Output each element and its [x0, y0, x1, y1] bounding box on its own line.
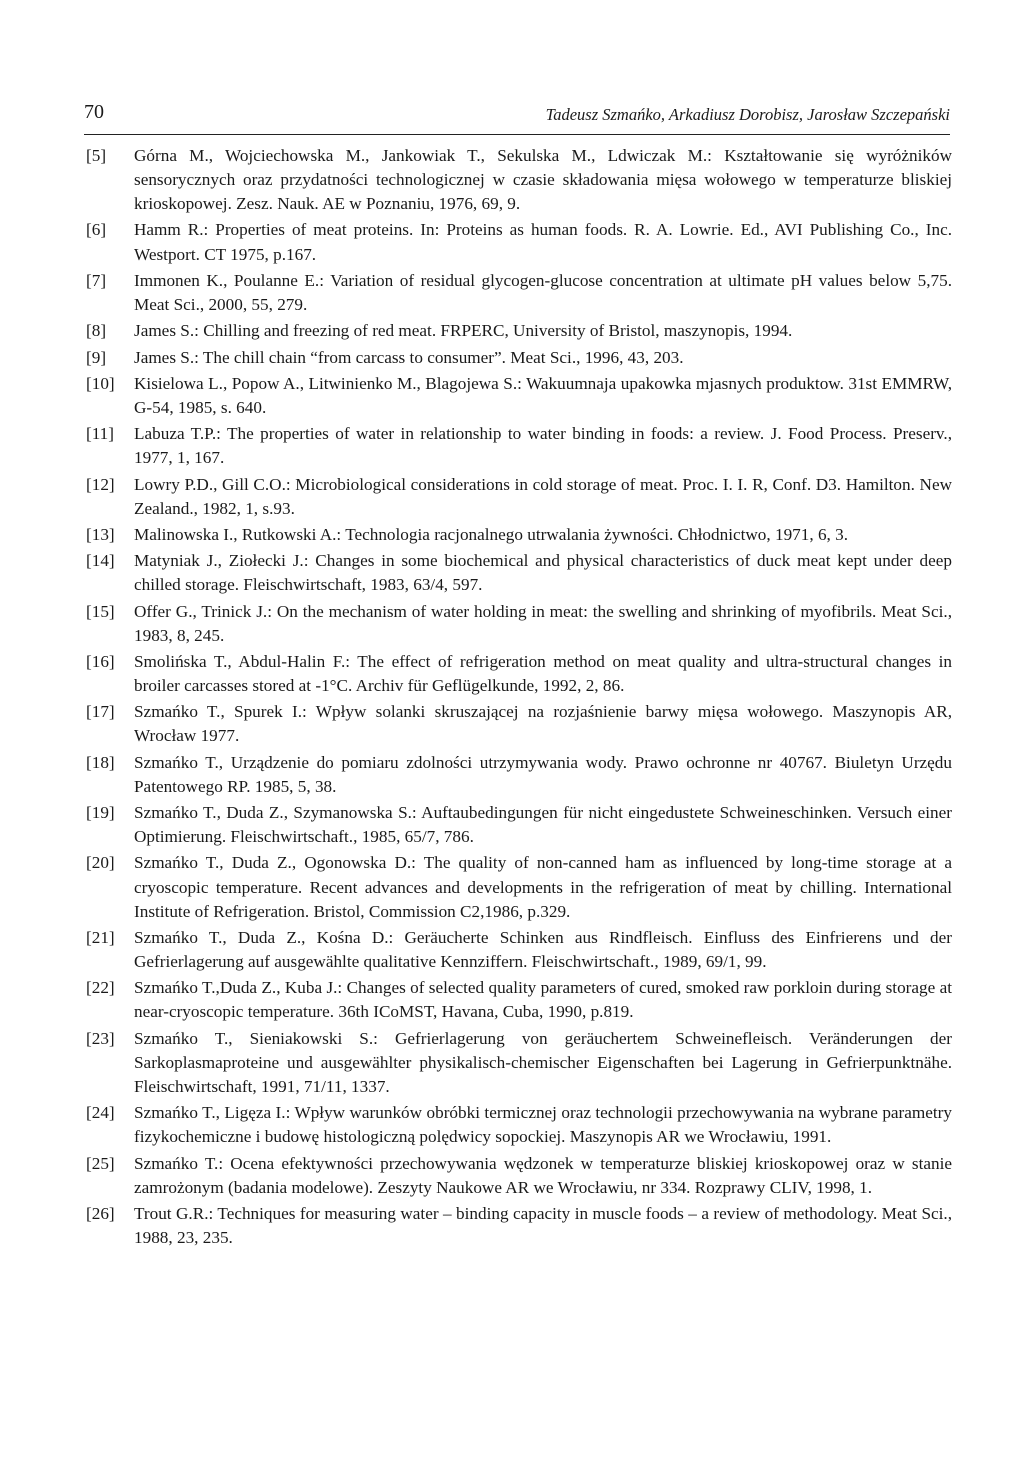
reference-text: Szmańko T., Ligęza I.: Wpływ warunków obróbki termicznej oraz technologii przechowywania na wybrane parametry fizykochemiczne i budowę histologiczną polędwicy sopockiej. Maszynopis AR we Wrocławiu, 1991. [134, 1103, 952, 1147]
reference-text: Malinowska I., Rutkowski A.: Technologia racjonalnego utrwalania żywności. Chłodnictwo, 1971, 6, 3. [134, 524, 849, 544]
reference-text: Matyniak J., Ziołecki J.: Changes in some biochemical and physical characteristics of duck meat kept under deep chilled storage. Fleischwirtschaft, 1983, 63/4, 597. [134, 551, 952, 595]
reference-text: Górna M., Wojciechowska M., Jankowiak T., Sekulska M., Ldwiczak M.: Kształtowanie się wyróżników sensorycznych oraz przydatności technologicznej w czasie składowania mięsa wołowego w temperaturze bliskiej krioskopowej. Zesz. Nauk. AE w Poznaniu, 1976, 69, 9. [134, 146, 952, 214]
reference-text: Trout G.R.: Techniques for measuring water – binding capacity in muscle foods – a review of methodology. Meat Sci., 1988, 23, 235. [134, 1203, 952, 1247]
reference-text: Szmańko T., Sieniakowski S.: Gefrierlagerung von geräuchertem Schweinefleisch. Veränderungen der Sarkoplasmaproteine und ausgewählter physikalisch-chemischer Eigenschaften bei Lagerung in Gefrierpunktnähe. Fleischwirtschaft, 1991, 71/11, 1337. [134, 1028, 952, 1096]
reference-number: [20] [86, 853, 115, 873]
reference-item [86, 976, 952, 1024]
reference-text: Szmańko T., Spurek I.: Wpływ solanki skruszającej na rozjaśnienie barwy mięsa wołowego. Maszynopis AR, Wrocław 1977. [134, 702, 952, 746]
reference-item [86, 751, 952, 799]
reference-item [86, 523, 952, 547]
reference-number: [23] [86, 1028, 115, 1048]
reference-text: James S.: Chilling and freezing of red meat. FRPERC, University of Bristol, maszynopis, 1994. [134, 321, 793, 341]
reference-text: Smolińska T., Abdul-Halin F.: The effect of refrigeration method on meat quality and ultra-structural changes in broiler carcasses stored at -1°C. Archiv für Geflügelkunde, 1992, 2, 86. [134, 651, 952, 696]
reference-item [86, 801, 952, 849]
reference-item [86, 422, 952, 470]
reference-number: [6] [86, 220, 107, 240]
reference-text: Immonen K., Poulanne E.: Variation of residual glycogen-glucose concentration at ultimate pH values below 5,75. Meat Sci., 2000, 55, 279. [134, 270, 952, 314]
reference-number: [5] [86, 146, 107, 165]
reference-list [86, 144, 952, 1252]
reference-text: Szmańko T., Duda Z., Kośna D.: Geräucherte Schinken aus Rindfleisch. Einfluss des Einfrierens und der Gefrierlagerung auf ausgewählte qualitative Kennziffern. Fleischwirtschaft., 1989, 69/1, 99. [134, 927, 952, 971]
reference-text: Offer G., Trinick J.: On the mechanism of water holding in meat: the swelling and shrinking of myofibrils. Meat Sci., 1983, 8, 245. [134, 601, 952, 645]
reference-item [86, 650, 952, 698]
reference-item [86, 926, 952, 974]
reference-number: [14] [86, 551, 115, 571]
reference-item [86, 473, 952, 521]
reference-number: [10] [86, 373, 115, 393]
reference-text: Szmańko T., Duda Z., Ogonowska D.: The quality of non-canned ham as influenced by long-time storage at a cryoscopic temperature. Recent advances and developments in the refrigeration of meat by chilling. International Institute of Refrigeration. Bristol, Commission C2,1986, p.329. [134, 853, 952, 921]
reference-number: [19] [86, 803, 115, 823]
reference-text: Szmańko T.: Ocena efektywności przechowywania wędzonek w temperaturze bliskiej krioskopowej oraz w stanie zamrożonym (badania modelowe). Zeszyty Naukowe AR we Wrocławiu, nr 334. Rozprawy CLIV, 1998, 1. [134, 1153, 952, 1197]
reference-number: [24] [86, 1103, 115, 1123]
reference-text: Szmańko T., Urządzenie do pomiaru zdolności utrzymywania wody. Prawo ochronne nr 40767. Biuletyn Urzędu Patentowego RP. 1985, 5, 38. [134, 752, 952, 796]
reference-text: Lowry P.D., Gill C.O.: Microbiological considerations in cold storage of meat. Proc. I. I. R, Conf. D3. Hamilton. New Zealand., 1982, 1, s.93. [134, 474, 952, 518]
reference-number: [15] [86, 601, 115, 621]
reference-number: [13] [86, 524, 115, 544]
reference-number: [22] [86, 978, 115, 998]
reference-number: [16] [86, 651, 115, 671]
reference-item [86, 346, 952, 370]
reference-item [86, 1101, 952, 1149]
reference-text: Kisielowa L., Popow A., Litwinienko M., Blagojewa S.: Wakuumnaja upakowka mjasnych produktow. 31st EMMRW, G-54, 1985, s. 640. [134, 373, 952, 417]
reference-number: [18] [86, 752, 115, 772]
reference-item [86, 144, 952, 216]
page-header [84, 98, 950, 135]
reference-item [86, 549, 952, 597]
reference-text: James S.: The chill chain “from carcass to consumer”. Meat Sci., 1996, 43, 203. [134, 347, 684, 367]
reference-number: [11] [86, 424, 114, 444]
running-head-authors: Tadeusz Szmańko, Arkadiusz Dorobisz, Jarosław Szczepański [545, 105, 950, 124]
reference-text: Szmańko T.,Duda Z., Kuba J.: Changes of selected quality parameters of cured, smoked raw porkloin during storage at near-cryoscopic temperature. 36th ICoMST, Havana, Cuba, 1990, p.819. [134, 978, 952, 1022]
reference-item [86, 218, 952, 266]
reference-text: Labuza T.P.: The properties of water in relationship to water binding in foods: a review. J. Food Process. Preserv., 1977, 1, 167. [134, 424, 952, 468]
reference-text: Hamm R.: Properties of meat proteins. In: Proteins as human foods. R. A. Lowrie. Ed., AVI Publishing Co., Inc. Westport. CT 1975, p.167. [134, 220, 952, 264]
reference-number: [25] [86, 1153, 115, 1173]
reference-number: [21] [86, 927, 115, 947]
reference-item [86, 372, 952, 420]
reference-number: [7] [86, 270, 107, 290]
reference-text: Szmańko T., Duda Z., Szymanowska S.: Auftaubedingungen für nicht eingedustete Schweineschinken. Versuch einer Optimierung. Fleischwirtschaft., 1985, 65/7, 786. [134, 803, 952, 847]
reference-item [86, 269, 952, 317]
reference-number: [26] [86, 1203, 115, 1223]
reference-item [86, 600, 952, 648]
reference-item [86, 1202, 952, 1250]
reference-item [86, 1027, 952, 1099]
reference-number: [12] [86, 474, 115, 494]
reference-item [86, 1152, 952, 1200]
reference-number: [9] [86, 347, 107, 367]
page-number: 70 [84, 101, 104, 123]
reference-number: [17] [86, 702, 115, 722]
reference-number: [8] [86, 321, 107, 341]
reference-item [86, 851, 952, 923]
reference-item [86, 319, 952, 343]
reference-item [86, 700, 952, 748]
